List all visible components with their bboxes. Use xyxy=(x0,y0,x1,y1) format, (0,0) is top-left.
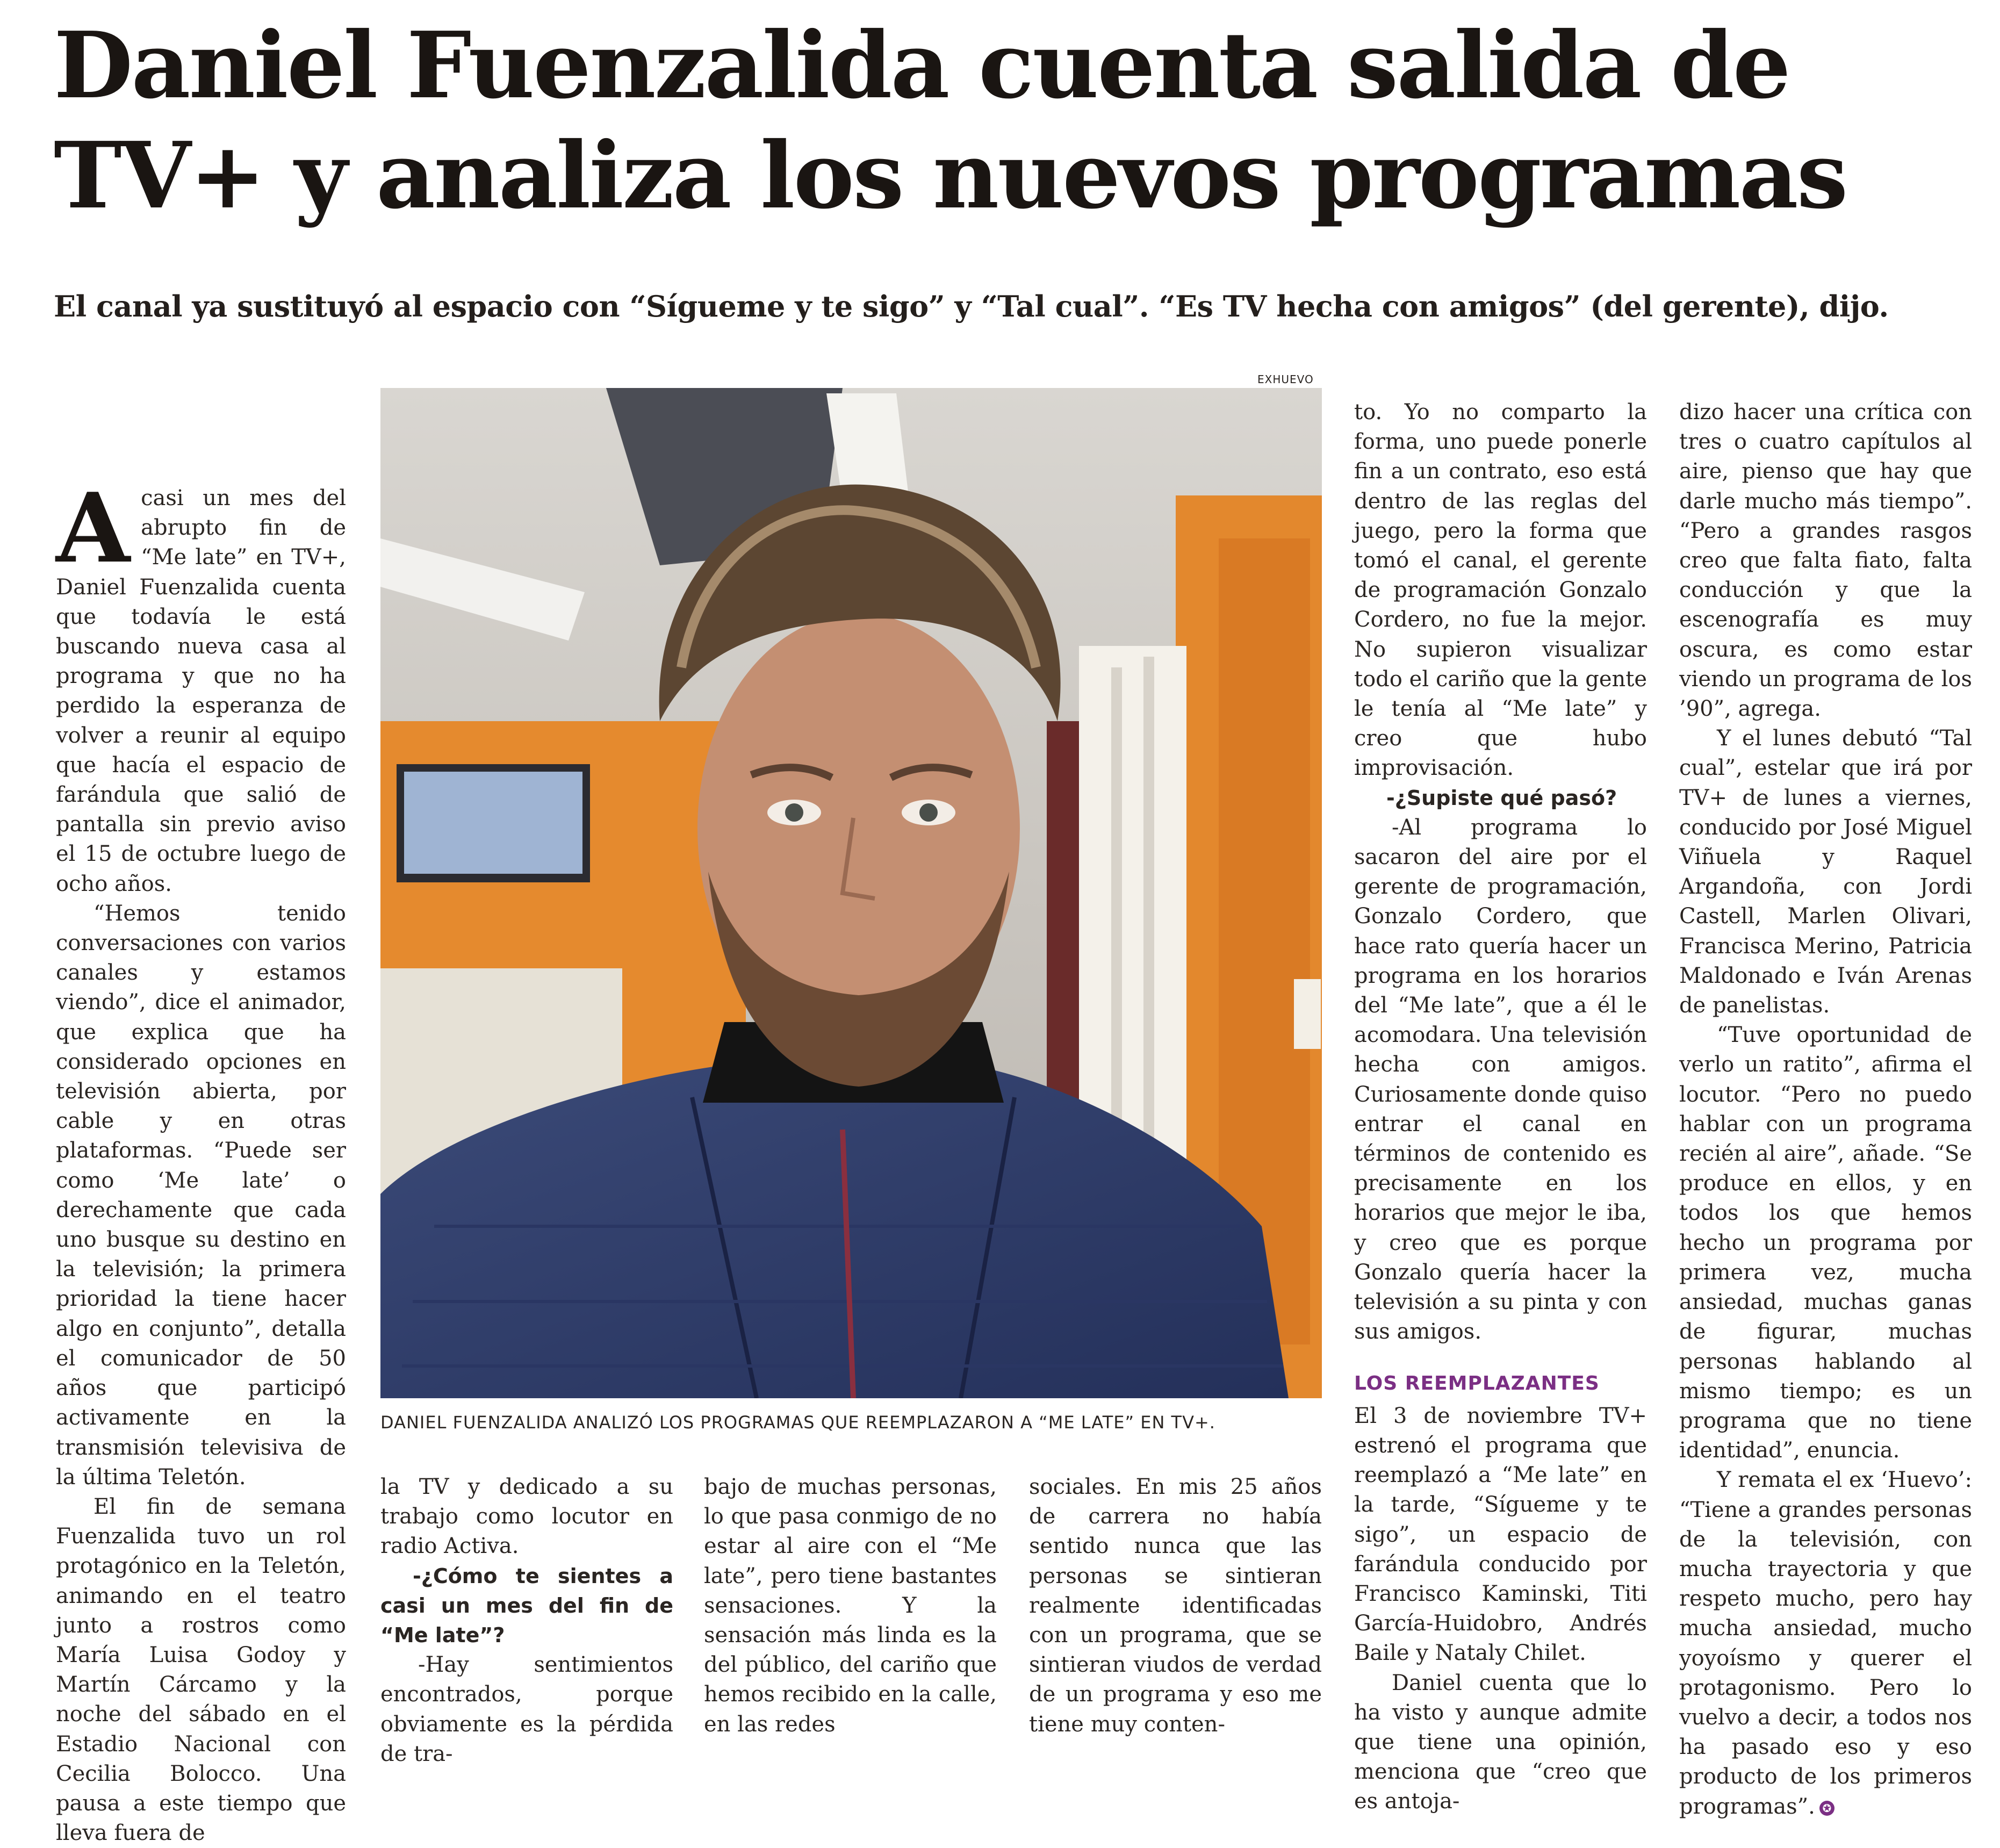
photo-credit: EXHUEVO xyxy=(1257,373,1314,386)
col5-paragraph-1: to. Yo no comparto la forma, uno puede ponerle fin a un contrato, eso está dentro de las reglas del juego, pero la forma que tomó el canal, el gerente de programación Gonzalo Cordero, no fue la mejor. No supieron visualizar todo el cariño que la gente le tenía al “Me late” y creo que hubo improvisación. xyxy=(1354,400,1647,781)
column-4 xyxy=(1029,1472,1322,1739)
col6-paragraph-4-text: Y remata el ex ‘Huevo’: “Tiene a grandes personas de la televisión, con mucha trayectoria y que respeto mucho, pero hay mucha ansiedad, mucho yoyoísmo y querer el protagonismo. Pero lo vuelvo a decir, a todos nos ha pasado eso y eso producto de los primeros programas”. xyxy=(1679,1468,1972,1819)
col4-paragraph-1: sociales. En mis 25 años de carrera no había sentido nunca que las personas se sintieran realmente identificadas con un programa, que se sintieran viudos de verdad de un programa y eso me tiene muy conten- xyxy=(1029,1475,1322,1737)
col1-paragraph-1: casi un mes del abrupto fin de “Me late” en TV+, Daniel Fuenzalida cuenta que todavía le está buscando nueva casa al programa y que no ha perdido la esperanza de volver a reunir al equipo que hacía el espacio de farándula que salió de pantalla sin previo aviso el 15 de octubre luego de ocho años. xyxy=(56,486,346,896)
column-2 xyxy=(380,1472,673,1769)
portrait-illustration xyxy=(380,388,1322,1398)
section-subhead: LOS REEMPLAZANTES xyxy=(1354,1372,1600,1394)
headline: Daniel Fuenzalida cuenta salida de TV+ y analiza los nuevos programas xyxy=(54,12,1847,229)
end-mark-icon: ✪ xyxy=(1819,1801,1834,1816)
photo-caption: DANIEL FUENZALIDA ANALIZÓ LOS PROGRAMAS QUE REEMPLAZARON A “ME LATE” EN TV+. xyxy=(380,1412,1215,1433)
col5-paragraph-3: El 3 de noviembre TV+ estrenó el programa que reemplazó a “Me late” en la tarde, “Sígueme y te sigo”, un espacio de farándula conducido por Francisco Kaminski, Titi García-Huidobro, Andrés Baile y Nataly Chilet. xyxy=(1354,1403,1647,1666)
col1-paragraph-3: El fin de semana Fuenzalida tuvo un rol protagónico en la Teletón, animando en el teatro junto a rostros como María Luisa Godoy y Martín Cárcamo y la noche del sábado en el Estadio Nacional con Cecilia Bolocco. Una pausa a este tiempo que lleva fuera de xyxy=(56,1494,346,1846)
article-photo xyxy=(380,388,1322,1398)
deck-subtitle: El canal ya sustituyó al espacio con “Sígueme y te sigo” y “Tal cual”. “Es TV hecha con amigos” (del gerente), dijo. xyxy=(54,289,1889,323)
column-5 xyxy=(1354,398,1647,1817)
drop-cap: A xyxy=(56,472,131,584)
col6-paragraph-4 xyxy=(1679,1465,1972,1821)
col1-paragraph-2: “Hemos tenido conversaciones con varios canales y estamos viendo”, dice el animador, que explica que ha considerado opciones en televisión abierta, por cable y en otras plataformas. “Puede ser como ‘Me late’ o derechamente que cada uno busque su destino en la televisión; la primera prioridad la tiene hacer algo en conjunto”, detalla el comunicador de 50 años que participó activamente en la transmisión televisiva de la última Teletón. xyxy=(56,901,346,1490)
column-6 xyxy=(1679,398,1972,1822)
col5-question-1: -¿Supiste qué pasó? xyxy=(1386,786,1617,810)
column-3 xyxy=(704,1472,997,1739)
col6-paragraph-2: Y el lunes debutó “Tal cual”, estelar que irá por TV+ de lunes a viernes, conducido por José Miguel Viñuela y Raquel Argandoña, con Jordi Castell, Marlen Olivari, Francisca Merino, Patricia Maldonado e Iván Arenas de panelistas. xyxy=(1679,726,1972,1018)
col2-question-1: -¿Cómo te sientes a casi un mes del fin de “Me late”? xyxy=(380,1564,673,1648)
col2-paragraph-1: la TV y dedicado a su trabajo como locutor en radio Activa. xyxy=(380,1475,673,1559)
column-1 xyxy=(56,472,346,1848)
col3-paragraph-1: bajo de muchas personas, lo que pasa conmigo de no estar al aire con el “Me late”, pero tiene bastantes sensaciones. Y la sensación más linda es la del público, del cariño que hemos recibido en la calle, en las redes xyxy=(704,1475,997,1737)
col6-paragraph-3: “Tuve oportunidad de verlo un ratito”, afirma el locutor. “Pero no puedo hablar con un programa recién al aire”, añade. “Se produce en ellos, y en todos los que hemos hecho un programa por primera vez, mucha ansiedad, muchas ganas de figurar, muchas personas hablando al mismo tiempo; es un programa que no tiene identidad”, enuncia. xyxy=(1679,1023,1972,1463)
col5-paragraph-4: Daniel cuenta que lo ha visto y aunque admite que tiene una opinión, menciona que “creo que es antoja- xyxy=(1354,1670,1647,1814)
col2-paragraph-2: -Hay sentimientos encontrados, porque obviamente es la pérdida de tra- xyxy=(380,1652,673,1766)
col6-paragraph-1: dizo hacer una crítica con tres o cuatro capítulos al aire, pienso que hay que darle mucho más tiempo”. “Pero a grandes rasgos creo que falta fiato, falta conducción y que la escenografía es muy oscura, es como estar viendo un programa de los ’90”, agrega. xyxy=(1679,400,1972,722)
col5-paragraph-2: -Al programa lo sacaron del aire por el gerente de programación, Gonzalo Cordero, que hace rato quería hacer un programa en los horarios del “Me late”, que a él le acomodara. Una televisión hecha con amigos. Curiosamente donde quiso entrar el canal en términos de contenido es precisamente en los horarios que mejor le iba, y creo que es porque Gonzalo quería hacer la televisión a su pinta y con sus amigos. xyxy=(1354,815,1647,1344)
